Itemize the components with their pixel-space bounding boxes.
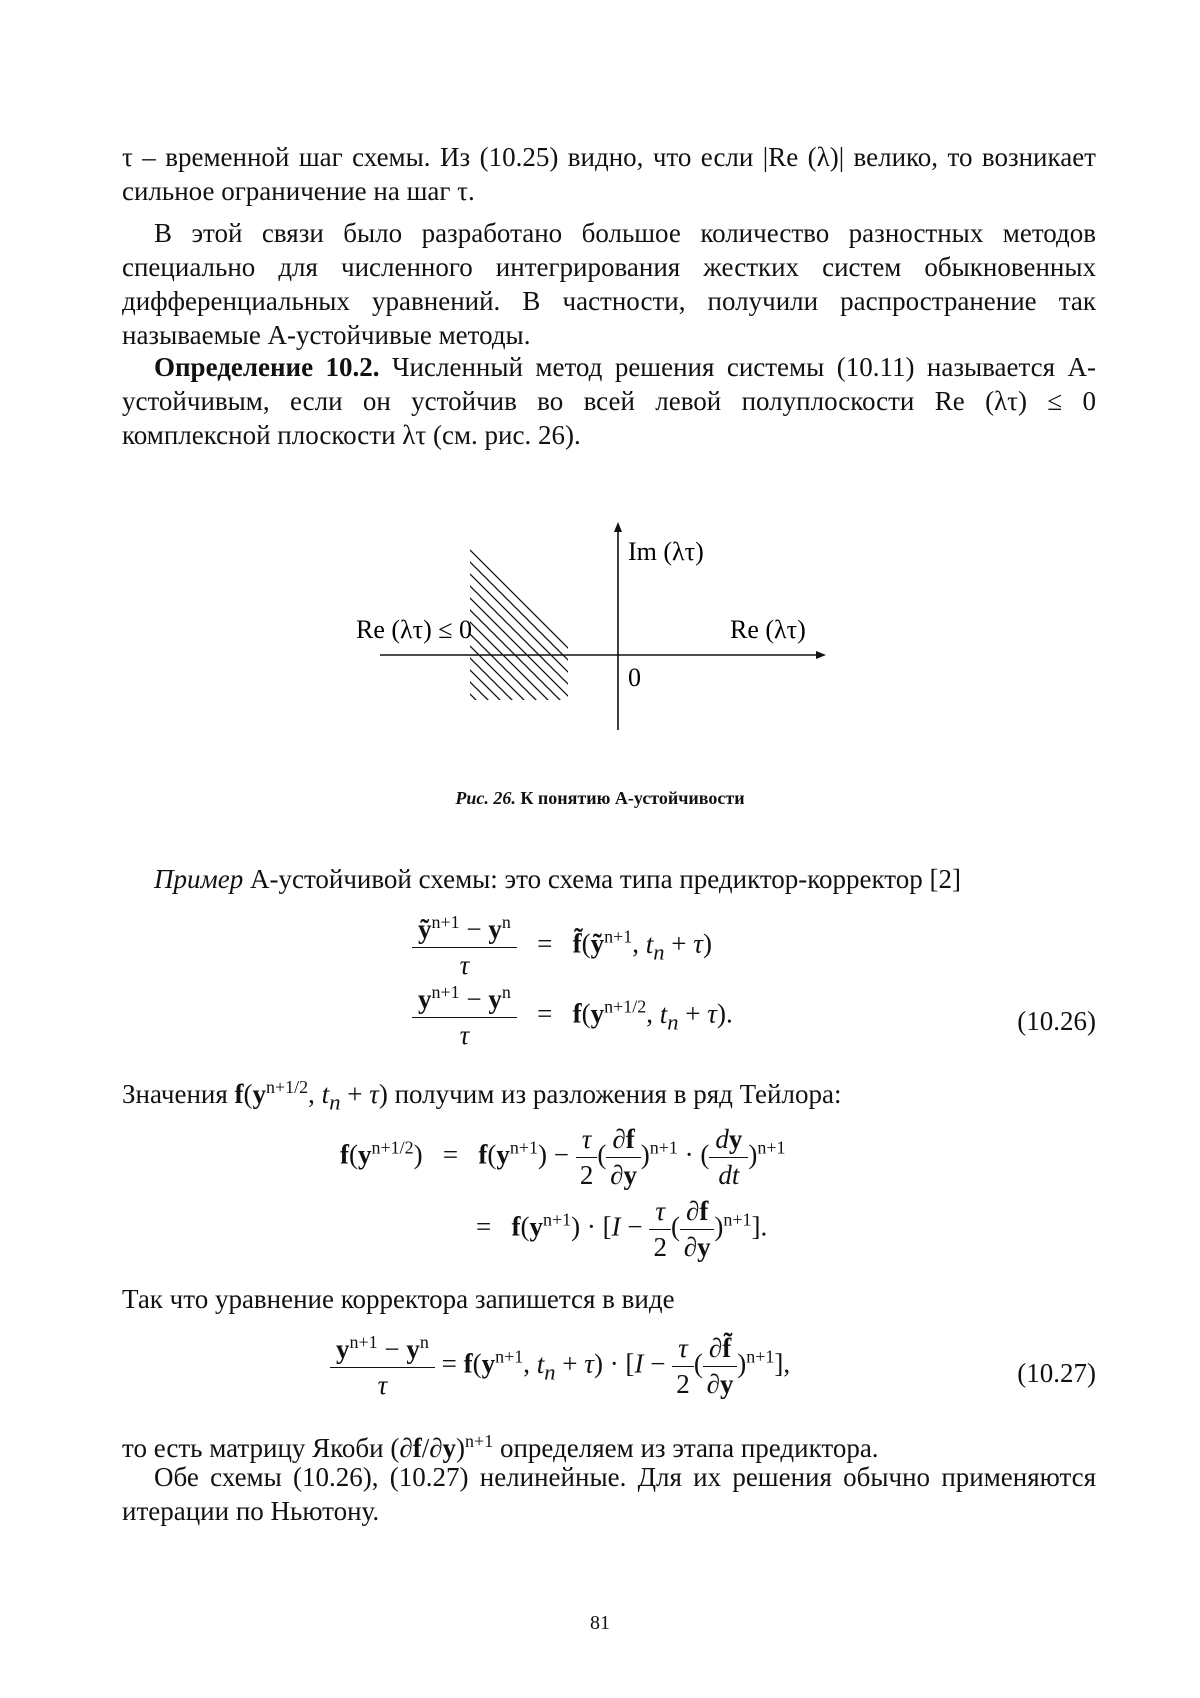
- equation-taylor-1: $f(y^{n+1/2}) = f(y^{n+1})$ − $\frac{\tau}{2}$ ( $\frac{\partial f}{\partial y}$ )$^{n+1}$ · ( $\frac{dy}{dt}$ )$^{n+1}$: [340, 1124, 786, 1190]
- taylor-paragraph: Значения $f(y^{n+1/2}$, $t_n + \tau$) получим из разложения в ряд Тейлора:: [122, 1077, 842, 1115]
- corrector-paragraph: Так что уравнение корректора запишется в виде: [122, 1284, 675, 1314]
- hatched-region: [400, 520, 600, 770]
- definition-paragraph: [122, 350, 1096, 452]
- equation-predictor: $\frac{ỹ^{n+1} - y^n}{\tau}$ = f̃(ỹ$^{n+1}$, $t_n + \tau$): [412, 912, 712, 981]
- definition-label: Определение 10.2.: [154, 352, 380, 382]
- example-paragraph: [122, 862, 1096, 896]
- definition-text: Численный метод решения системы (10.11) называется А-устойчивым, если он устойчив во всей левой полуплоскости Re (λτ) ≤ 0 комплексной плоскости λτ (см. рис. 26).: [122, 352, 1096, 450]
- equation-taylor-2: = $f(y^{n+1}) \cdot [I$ − $\frac{\tau}{2}$ ( $\frac{\partial f}{\partial y}$ )$^{n+1}$].: [476, 1196, 768, 1262]
- paragraph-methods: В этой связи было разработано большое количество разностных методов специально для численного интегрирования жестких систем обыкновенных дифференциальных уравнений. В частности, получили распространение так называемые А-устойчивые методы.: [122, 218, 1096, 350]
- re-axis-label: Re (λτ): [730, 615, 806, 644]
- taylor-text-post: получим из разложения в ряд Тейлора:: [394, 1079, 842, 1109]
- equation-corrector-final: $\frac{y^{n+1} - y^n}{\tau}$ = $f(y^{n+1}$, $t_n + \tau) \cdot [I$ − $\frac{\tau}{2}$ ( $\frac{\partial f̃}{\partial y}$ )$^{n+1}$],: [330, 1332, 790, 1401]
- caption-text: К понятию А-устойчивости: [520, 788, 745, 808]
- left-halfplane-label: Re (λτ) ≤ 0: [356, 615, 473, 644]
- equation-number-27: (10.27): [1017, 1358, 1096, 1388]
- jacobi-paragraph: то есть матрицу Якоби $(\partial f/\partial y)^{n+1}$ определяем из этапа предиктора.: [122, 1431, 879, 1463]
- equation-number-26: (10.26): [1017, 1006, 1096, 1036]
- origin-label: 0: [628, 663, 641, 692]
- caption-ref: Рис. 26.: [455, 788, 516, 808]
- paragraph-newton: Обе схемы (10.26), (10.27) нелинейные. Для их решения обычно применяются итерации по Ньютону.: [122, 1462, 1096, 1526]
- im-axis-label: Im (λτ): [628, 537, 704, 566]
- page-number: 81: [590, 1612, 610, 1634]
- figure-caption: [0, 788, 1200, 809]
- paragraph-intro: τ – временной шаг схемы. Из (10.25) видно, что если |Re (λ)| велико, то возникает сильное ограничение на шаг τ.: [122, 142, 1096, 206]
- equation-corrector: $\frac{y^{n+1} - y^n}{\tau}$ = $f(y^{n+1/2}$, $t_n + \tau$).: [412, 982, 733, 1051]
- taylor-text-pre: Значения: [122, 1079, 228, 1109]
- real-axis-arrow-icon: [816, 651, 826, 659]
- imaginary-axis-arrow-icon: [614, 522, 622, 532]
- stability-region-figure: [340, 520, 860, 770]
- example-label: Пример: [154, 864, 244, 894]
- jacobi-text-pre: то есть матрицу Якоби: [122, 1433, 384, 1463]
- jacobi-text-post: определяем из этапа предиктора.: [499, 1433, 879, 1463]
- example-text: А-устойчивой схемы: это схема типа предиктор-корректор [2]: [249, 864, 961, 894]
